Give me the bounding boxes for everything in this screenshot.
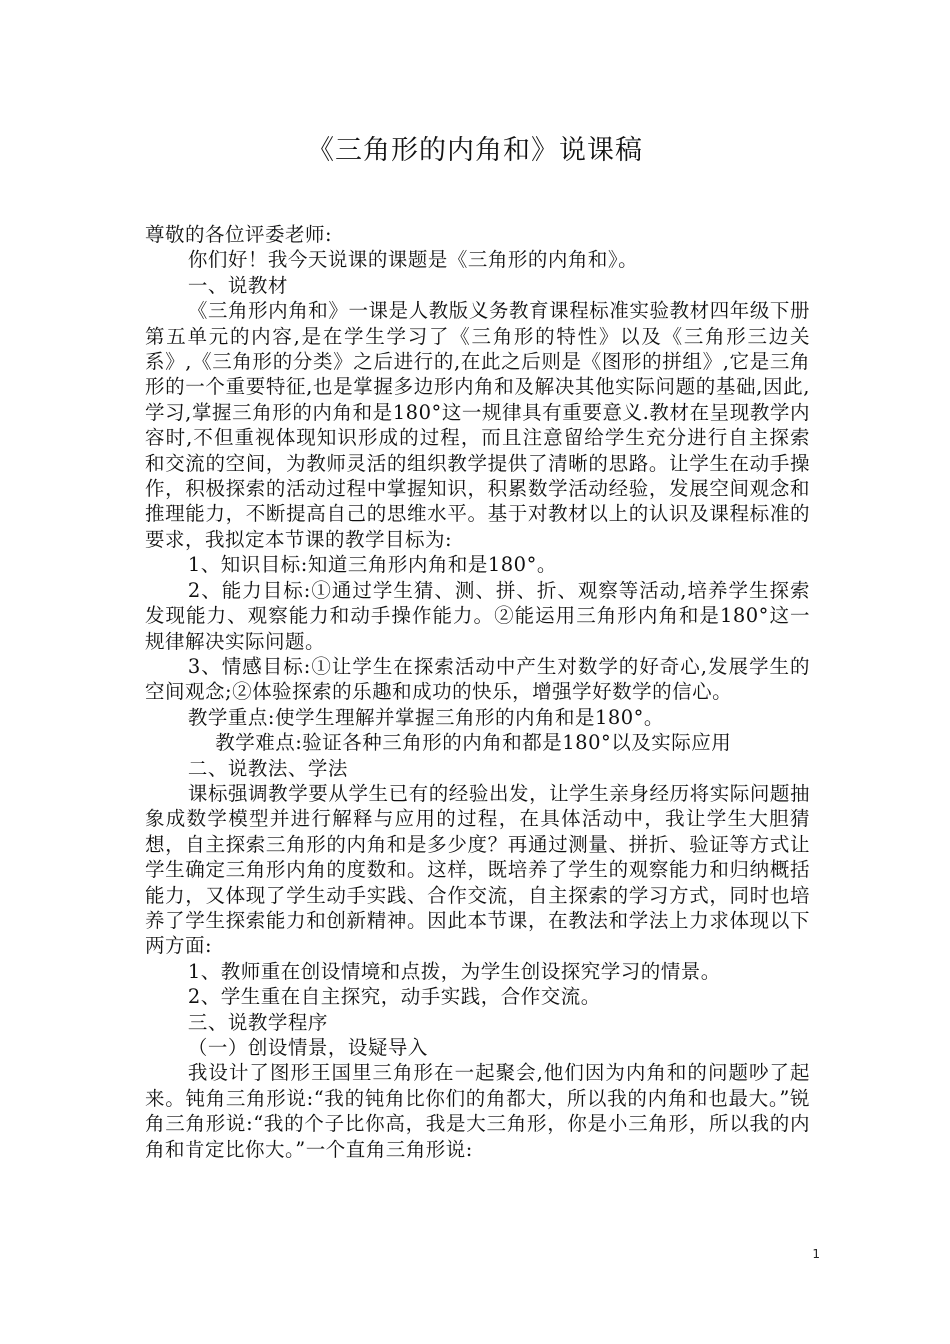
goal-knowledge: 1、知识目标:知道三角形内角和是180°。 <box>187 553 557 577</box>
method-student: 2、学生重在自主探究，动手实践，合作交流。 <box>187 985 601 1009</box>
teaching-difficulty: 教学难点:验证各种三角形的内角和都是180°以及实际应用 <box>215 731 732 755</box>
document-title: 《三角形的内角和》说课稿 <box>307 135 643 166</box>
teaching-key-point: 教学重点:使学生理解并掌握三角形的内角和是180°。 <box>187 705 664 729</box>
subsection-heading-intro: （一）创设情景，设疑导入 <box>187 1036 428 1059</box>
paragraph-greeting: 你们好！我今天说课的课题是《三角形的内角和》。 <box>187 248 639 272</box>
paragraph-textbook-analysis: 《三角形内角和》一课是人教版义务教育课程标准实验教材四年级下册第五单元的内容,是在学生学习了《三角形的特性》以及《三角形三边关系》,《三角形的分类》之后进行的,在此之后则是《图形的拼组》,它是三角形的一个重要特征,也是掌握多边形内角和及解决其他实际问题的基础,因此,学习,掌握三角形的内角和是180°这一规律具有重要意义.教材在呈现教学内容时,不但重视体现知识形成的过程，而且注意留给学生充分进行自主探索和交流的空间，为教师灵活的组织教学提供了清晰的思路。让学生在动手操作，积极探索的活动过程中掌握知识，积累数学活动经验，发展空间观念和推理能力，不断提高自己的思维水平。基于对教材以上的认识及课程标准的要求，我拟定本节课的教学目标为: <box>145 299 810 551</box>
document-body <box>145 222 810 1162</box>
paragraph-salutation: 尊敬的各位评委老师: <box>145 223 333 246</box>
goal-emotion: 3、情感目标:①让学生在探索活动中产生对数学的好奇心,发展学生的空间观念;②体验探索的乐趣和成功的快乐，增强学好数学的信心。 <box>145 654 810 704</box>
section-heading-methods: 二、说教法、学法 <box>187 756 348 780</box>
section-heading-textbook: 一、说教材 <box>187 273 288 297</box>
method-teacher: 1、教师重在创设情境和点拨，为学生创设探究学习的情景。 <box>187 959 721 983</box>
section-heading-procedure: 三、说教学程序 <box>187 1010 328 1034</box>
page-number: 1 <box>812 1247 820 1261</box>
paragraph-methods: 课标强调教学要从学生已有的经验出发，让学生亲身经历将实际问题抽象成数学模型并进行解释与应用的过程，在具体活动中，我让学生大胆猜想，自主探索三角形的内角和是多少度？再通过测量、拼折、验证等方式让学生确定三角形内角的度数和。这样，既培养了学生的观察能力和归纳概括能力，又体现了学生动手实践、合作交流，自主探索的学习方式，同时也培养了学生探索能力和创新精神。因此本节课，在教法和学法上力求体现以下两方面: <box>145 781 810 958</box>
paragraph-scenario: 我设计了图形王国里三角形在一起聚会,他们因为内角和的问题吵了起来。钝角三角形说:“我的钝角比你们的角都大，所以我的内角和也最大。”锐角三角形说:“我的个子比你高，我是大三角形，你是小三角形，所以我的内角和肯定比你大。”一个直角三角形说: <box>145 1061 810 1161</box>
goal-ability: 2、能力目标:①通过学生猜、测、拼、折、观察等活动,培养学生探索发现能力、观察能力和动手操作能力。②能运用三角形内角和是180°这一规律解决实际问题。 <box>145 578 810 653</box>
